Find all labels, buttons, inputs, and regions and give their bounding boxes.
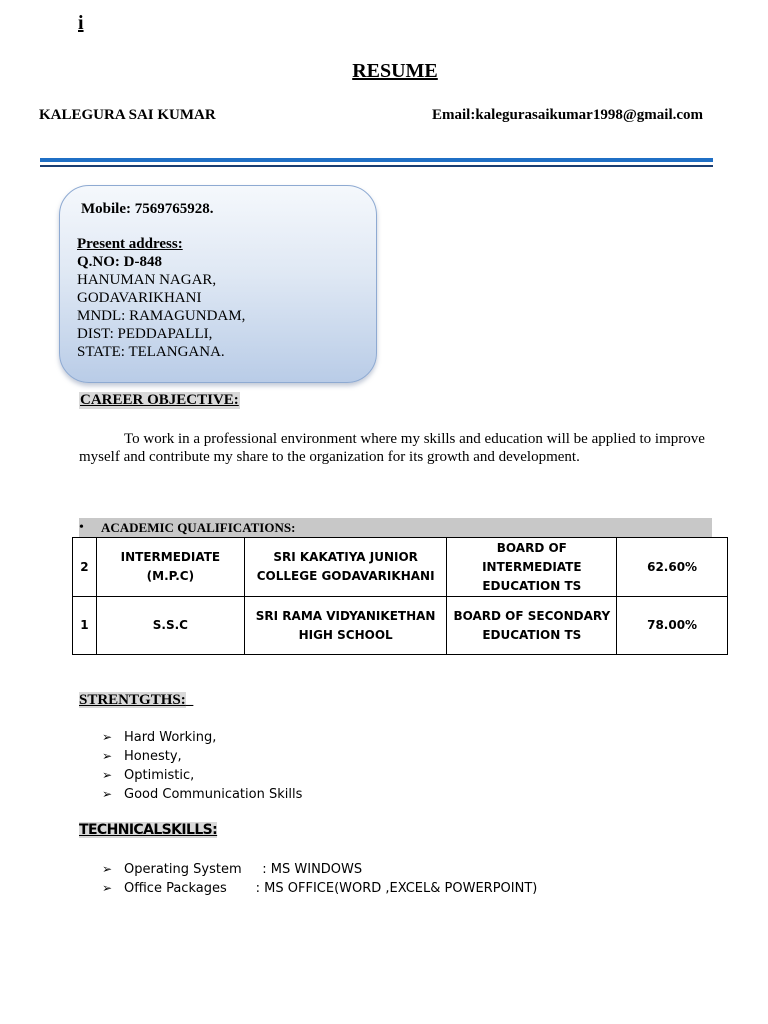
address-line: DIST: PEDDAPALLI, (77, 326, 213, 342)
career-objective-text: To work in a professional environment where my skills and education will be applied to improve myself and contribute my share to the organization for its growth and development. (79, 431, 705, 465)
header-divider-thick (40, 158, 713, 162)
page-marker: i (78, 12, 84, 34)
arrow-bullet-icon: ➢ (102, 787, 113, 801)
list-item-text: Office Packages : MS OFFICE(WORD ,EXCEL& POWERPOINT) (124, 881, 538, 896)
strengths-heading-trail: _ (185, 692, 194, 708)
strengths-heading-label: STRENTGTHS: (79, 692, 186, 708)
arrow-bullet-icon: ➢ (102, 768, 113, 782)
table-cell-institution: SRI RAMA VIDYANIKETHAN HIGH SCHOOL (244, 597, 447, 655)
resume-title: RESUME (352, 60, 438, 82)
table-cell-institution: SRI KAKATIYA JUNIOR COLLEGE GODAVARIKHANI (244, 538, 447, 597)
career-objective-heading: CAREER OBJECTIVE: (80, 392, 239, 408)
list-item (102, 879, 537, 898)
academic-heading: ACADEMIC QUALIFICATIONS: (101, 520, 296, 535)
candidate-name: KALEGURA SAI KUMAR (39, 107, 216, 123)
table-row (73, 597, 728, 655)
list-item (102, 766, 302, 785)
technical-skills-list (102, 860, 537, 898)
list-item-text: Good Communication Skills (124, 787, 303, 802)
address-label: Present address: (77, 236, 183, 252)
list-item (102, 785, 302, 804)
list-item-text: Hard Working, (124, 730, 217, 745)
arrow-bullet-icon: ➢ (102, 730, 113, 744)
address-line: STATE: TELANGANA. (77, 344, 225, 360)
address-line: MNDL: RAMAGUNDAM, (77, 308, 246, 324)
arrow-bullet-icon: ➢ (102, 862, 113, 876)
mobile-number: Mobile: 7569765928. (81, 201, 214, 217)
table-cell-percentage: 62.60% (617, 538, 728, 597)
header-divider-thin (40, 165, 713, 167)
list-item-text: Operating System : MS WINDOWS (124, 862, 363, 877)
strengths-list (102, 728, 302, 804)
table-cell-board: BOARD OF SECONDARY EDUCATION TS (447, 597, 617, 655)
address-line: GODAVARIKHANI (77, 290, 202, 306)
table-cell-percentage: 78.00% (617, 597, 728, 655)
list-item-text: Optimistic, (124, 768, 195, 783)
list-item-text: Honesty, (124, 749, 182, 764)
table-row (73, 538, 728, 597)
address-line: Q.NO: D-848 (77, 254, 162, 270)
arrow-bullet-icon: ➢ (102, 881, 113, 895)
address-line: HANUMAN NAGAR, (77, 272, 217, 288)
table-cell-course: INTERMEDIATE (M.P.C) (96, 538, 244, 597)
list-item (102, 747, 302, 766)
arrow-bullet-icon: ➢ (102, 749, 113, 763)
academic-table (72, 537, 728, 655)
table-cell-serial: 2 (73, 538, 97, 597)
strengths-heading (79, 692, 193, 709)
table-cell-course: S.S.C (96, 597, 244, 655)
list-item (102, 860, 537, 879)
bullet-icon: • (79, 520, 84, 535)
table-cell-board: BOARD OF INTERMEDIATE EDUCATION TS (447, 538, 617, 597)
candidate-email: Email:kalegurasaikumar1998@gmail.com (432, 107, 704, 123)
technical-skills-heading: TECHNICALSKILLS: (79, 822, 218, 838)
table-cell-serial: 1 (73, 597, 97, 655)
list-item (102, 728, 302, 747)
